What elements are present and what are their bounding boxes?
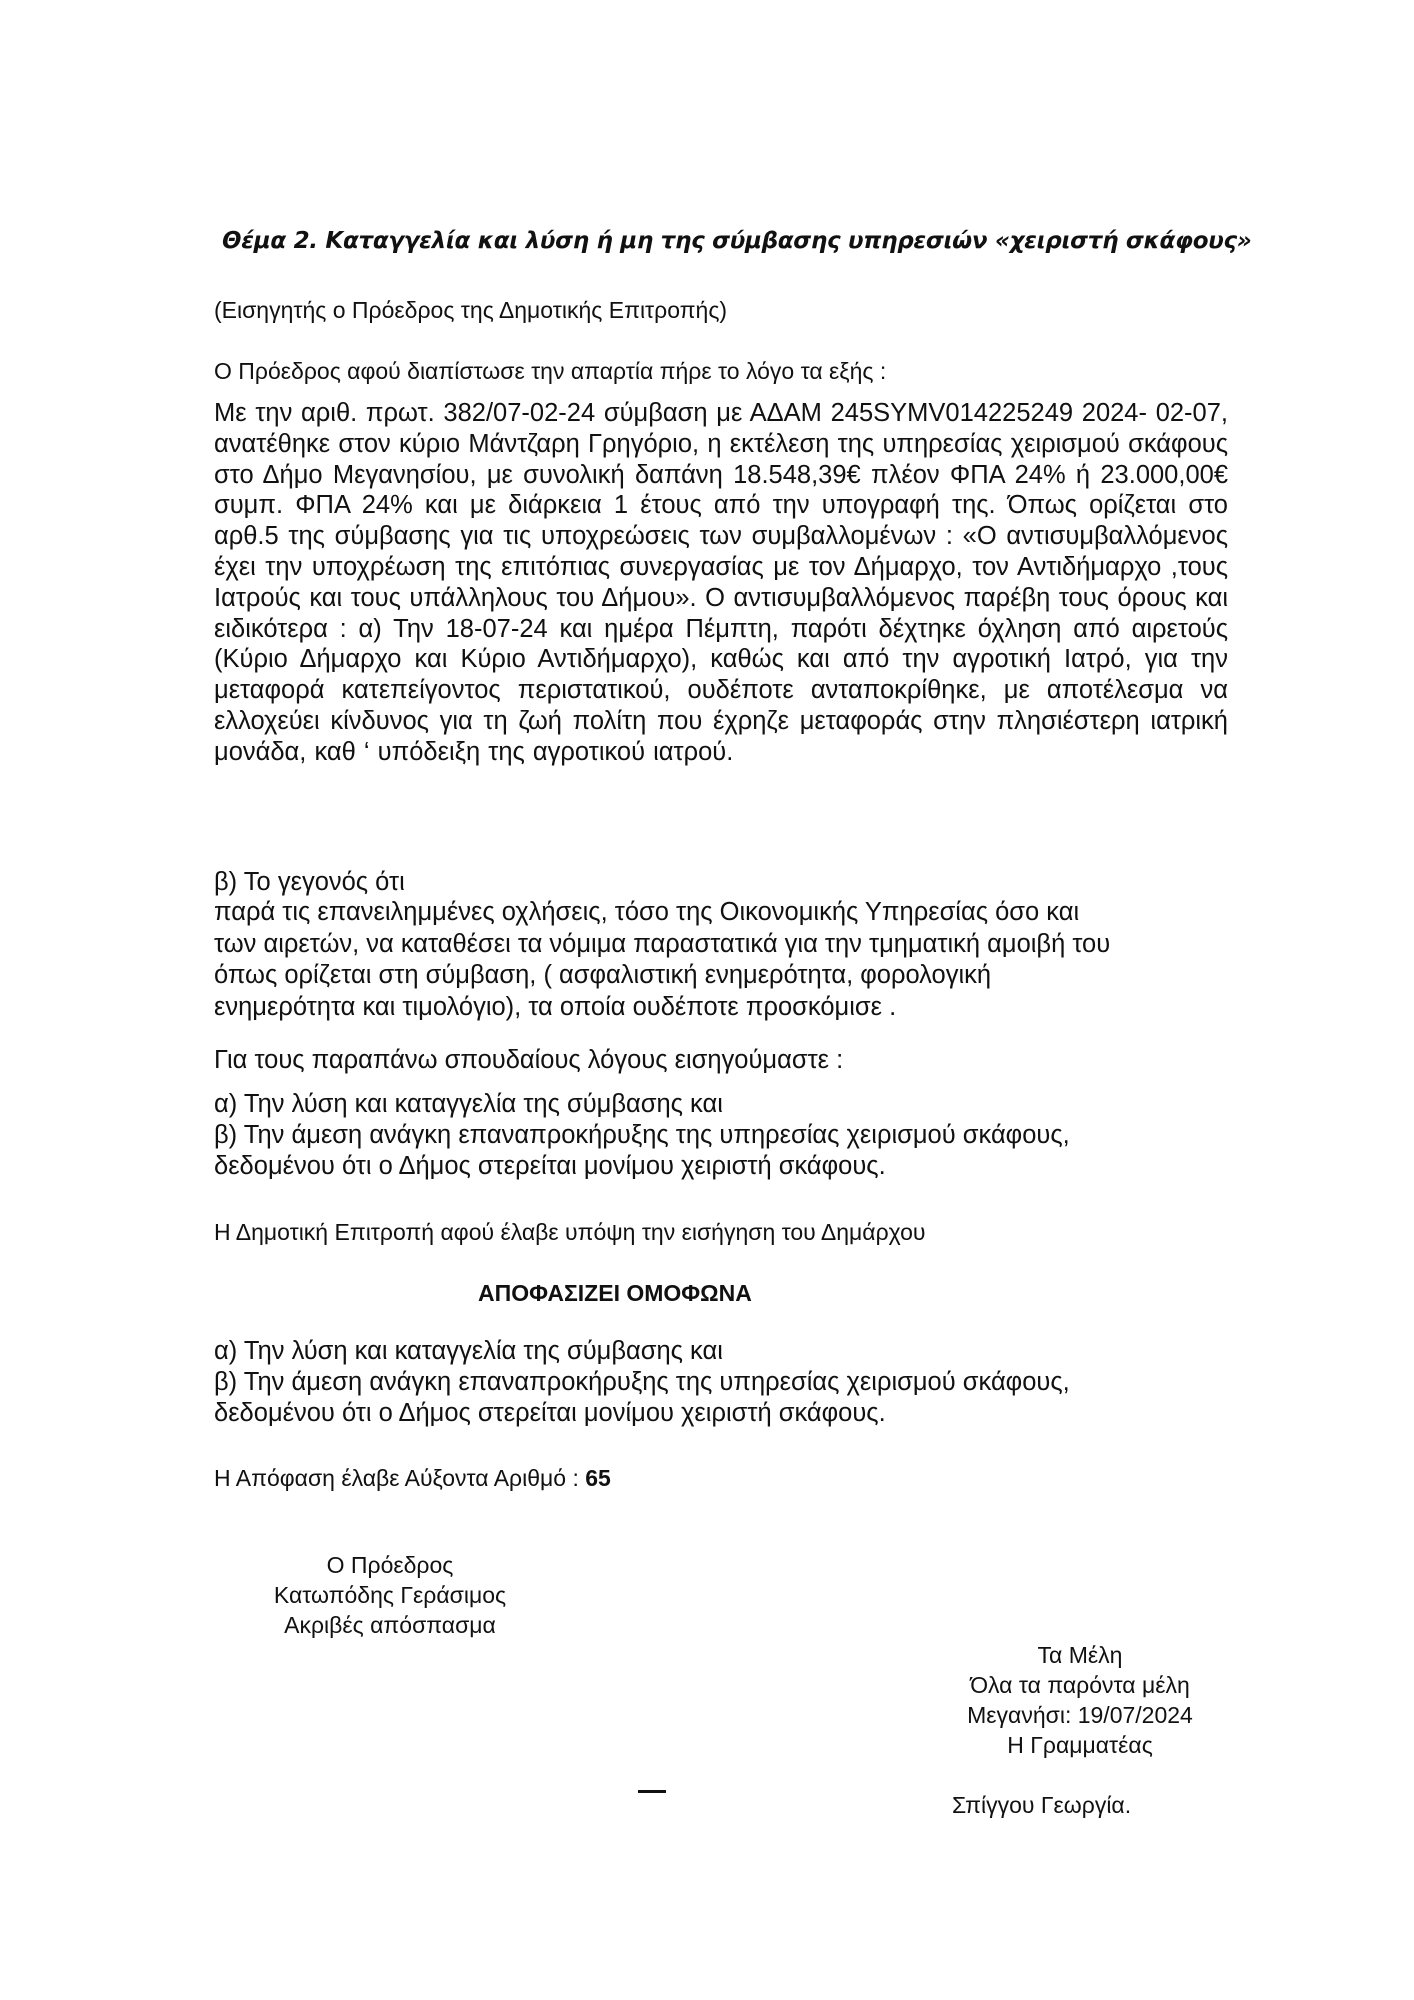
exact-excerpt-note: Ακριβές απόσπασμα xyxy=(284,1612,496,1638)
members-signature-block xyxy=(880,1640,1280,1760)
decision-number-line xyxy=(214,1465,611,1492)
chair-role: Ο Πρόεδρος xyxy=(326,1552,454,1578)
beta-heading: β) Το γεγονός ότι xyxy=(214,868,405,896)
beta-line: όπως ορίζεται στη σύμβαση, ( ασφαλιστική ενημερότητα, φορολογική xyxy=(214,961,992,989)
beta-line: των αιρετών, να καταθέσει τα νόμιμα παραστατικά για την τμηματική αμοιβή του xyxy=(214,929,1111,958)
list-item: α) Την λύση και καταγγελία της σύμβασης και xyxy=(214,1090,723,1118)
secretary-role: Η Γραμματέας xyxy=(1007,1732,1153,1758)
decision-heading: ΑΠΟΦΑΣΙΖΕΙ ΟΜΟΦΩΝΑ xyxy=(478,1280,752,1306)
list-item: δεδομένου ότι ο Δήμος στερείται μονίμου χειριστή σκάφους. xyxy=(214,1399,886,1427)
decision-number-label: Η Απόφαση έλαβε Αύξοντα Αριθμό : xyxy=(214,1465,586,1491)
separator-dash xyxy=(638,1790,666,1793)
beta-line: ενημερότητα και τιμολόγιο), τα οποία ουδέποτε προσκόμισε . xyxy=(214,992,897,1021)
subject-title: Θέμα 2. Καταγγελία και λύση ή μη της σύμβασης υπηρεσιών «χειριστή σκάφους» xyxy=(222,228,1252,254)
secretary-name: Σπίγγου Γεωργία. xyxy=(952,1792,1132,1818)
beta-paragraph xyxy=(214,897,1234,1023)
main-paragraph: Με την αριθ. πρωτ. 382/07-02-24 σύμβαση με ΑΔΑΜ 245SYMV014225249 2024- 02-07, ανατέθηκε στον κύριο Μάντζαρη Γρηγόριο, η εκτέλεση της υπηρεσίας χειρισμού σκάφους στο Δήμο Μεγανησίου, με συνολική δαπάνη 18.548,39€ πλέον ΦΠΑ 24% ή 23.000,00€ συμπ. ΦΠΑ 24% και με διάρκεια 1 έτους από την υπογραφή της. Όπως ορίζεται στο αρθ.5 της σύμβασης για τις υποχρεώσεις των συμβαλλομένων : «Ο αντισυμβαλλόμενος έχει την υποχρέωση της επιτόπιας συνεργασίας με τον Δήμαρχο, τον Αντιδήμαρχο ,τους Ιατρούς και τους υπάλληλους του Δήμου». Ο αντισυμβαλλόμενος παρέβη τους όρους και ειδικότερα : α) Την 18-07-24 και ημέρα Πέμπτη, παρότι δέχτηκε όχληση από αιρετούς (Κύριο Δήμαρχο και Κύριο Αντιδήμαρχο), καθώς και από την αγροτική Ιατρό, για την μεταφορά κατεπείγοντος περιστατικού, ουδέποτε ανταποκρίθηκε, με αποτέλεσμα να ελλοχεύει κίνδυνος για τη ζωή πολίτη που έχρηζε μεταφοράς στην πλησιέστερη ιατρική μονάδα, καθ ‘ υπόδειξη της αγροτικού ιατρού. xyxy=(214,399,1228,766)
proposal-list xyxy=(214,1089,1070,1182)
list-item: δεδομένου ότι ο Δήμος στερείται μονίμου χειριστή σκάφους. xyxy=(214,1152,886,1180)
members-role: Τα Μέλη xyxy=(1037,1642,1123,1668)
list-item: β) Την άμεση ανάγκη επαναπροκήρυξης της υπηρεσίας χειρισμού σκάφους, xyxy=(214,1368,1070,1396)
decision-number: 65 xyxy=(585,1465,611,1491)
proposal-intro: Για τους παραπάνω σπουδαίους λόγους εισηγούμαστε : xyxy=(214,1046,844,1074)
members-all-present: Όλα τα παρόντα μέλη xyxy=(970,1672,1190,1698)
place-date: Μεγανήσι: 19/07/2024 xyxy=(967,1702,1193,1728)
chair-name: Κατωπόδης Γεράσιμος xyxy=(273,1582,507,1608)
rapporteur-note: (Εισηγητής ο Πρόεδρος της Δημοτικής Επιτροπής) xyxy=(214,297,728,323)
committee-text: Η Δημοτική Επιτροπή αφού έλαβε υπόψη την εισήγηση του Δημάρχου xyxy=(214,1219,926,1245)
list-item: β) Την άμεση ανάγκη επαναπροκήρυξης της υπηρεσίας χειρισμού σκάφους, xyxy=(214,1121,1070,1149)
beta-line: παρά τις επανειλημμένες οχλήσεις, τόσο της Οικονομικής Υπηρεσίας όσο και xyxy=(214,898,1080,926)
chair-signature-block xyxy=(240,1550,540,1640)
intro-text: Ο Πρόεδρος αφού διαπίστωσε την απαρτία πήρε το λόγο τα εξής : xyxy=(214,358,887,384)
list-item: α) Την λύση και καταγγελία της σύμβασης και xyxy=(214,1337,723,1365)
decision-list xyxy=(214,1336,1070,1429)
